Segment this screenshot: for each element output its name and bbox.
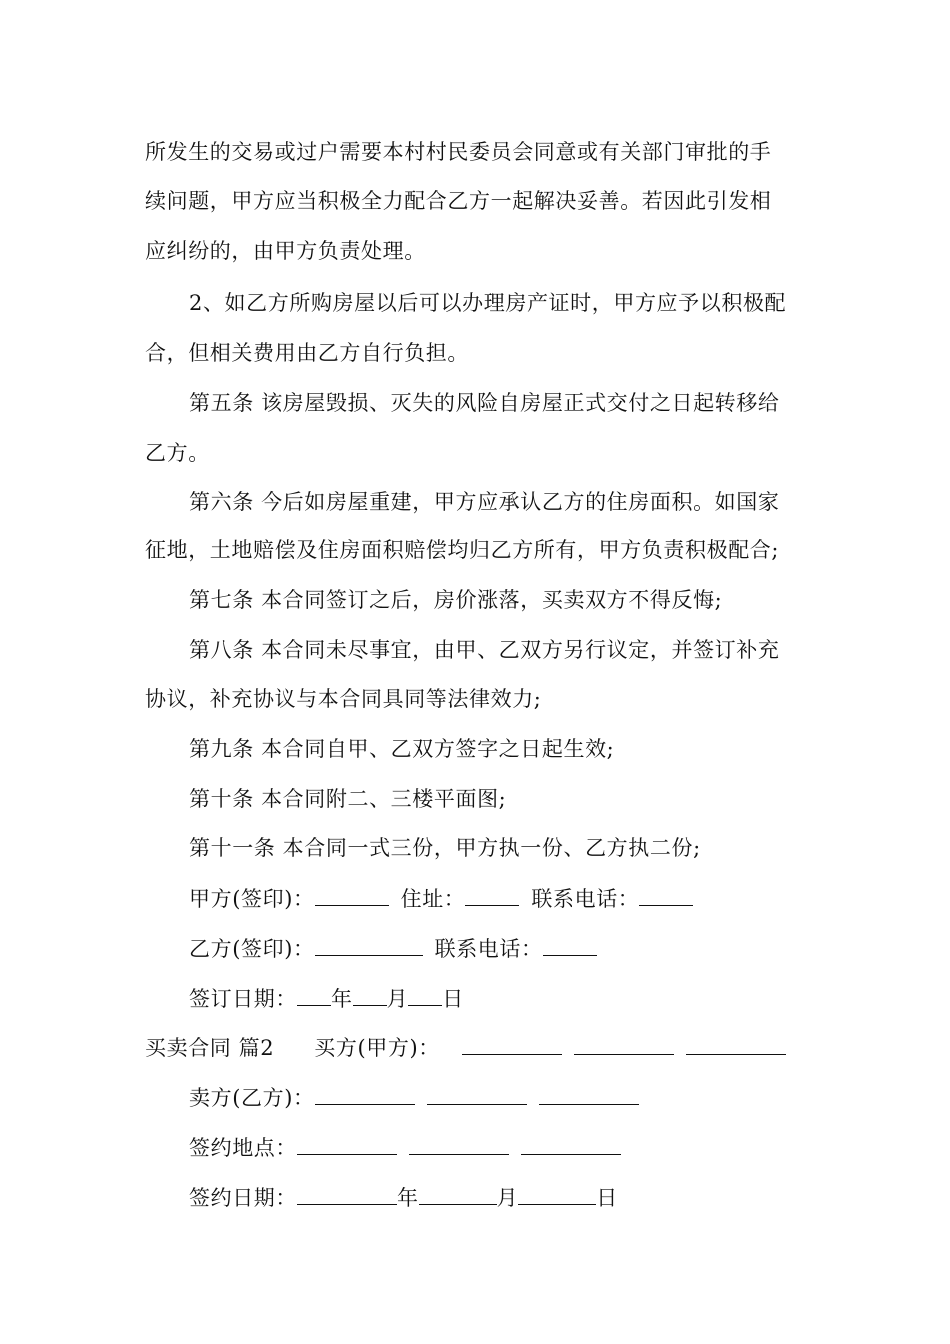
place-blank-3[interactable] (521, 1132, 621, 1155)
month-label: 月 (386, 987, 409, 1011)
party-b-sign-blank[interactable] (315, 933, 423, 956)
contract-2-month-label: 月 (496, 1186, 519, 1210)
article-6-line: 第六条 今后如房屋重建，甲方应承认乙方的住房面积。如国家 (189, 490, 780, 514)
sign-date-label: 签订日期： (189, 987, 297, 1011)
party-b-phone-blank[interactable] (543, 933, 597, 956)
month-blank[interactable] (353, 983, 387, 1006)
year-label: 年 (331, 987, 353, 1011)
paragraph-line: 征地，土地赔偿及住房面积赔偿均归乙方所有，甲方负责积极配合; (145, 538, 780, 562)
contract-2-day-label: 日 (596, 1186, 618, 1210)
contract-2-date-label: 签约日期： (189, 1186, 297, 1210)
place-blank-2[interactable] (409, 1132, 509, 1155)
signing-date-row (189, 983, 464, 1014)
article-7-line: 第七条 本合同签订之后，房价涨落，买卖双方不得反悔; (189, 588, 723, 612)
party-a-phone-blank[interactable] (639, 883, 693, 906)
seller-blank-1[interactable] (315, 1082, 415, 1105)
party-a-address-label: 住址： (400, 887, 466, 911)
contract-2-heading-row (145, 1032, 786, 1063)
year-blank[interactable] (297, 983, 331, 1006)
paragraph-line: 所发生的交易或过户需要本村村民委员会同意或有关部门审批的手 (145, 140, 772, 164)
party-b-signature-row (189, 933, 597, 964)
buyer-label: 买方(甲方)： (314, 1036, 440, 1060)
seller-row (189, 1082, 639, 1113)
contract-2-day-blank[interactable] (518, 1182, 596, 1205)
article-11-line: 第十一条 本合同一式三份，甲方执一份、乙方执二份; (189, 836, 701, 860)
party-b-sign-label: 乙方(签印)： (189, 937, 315, 961)
paragraph-line: 乙方。 (145, 441, 210, 465)
contract-2-date-row (189, 1182, 618, 1213)
article-9-line: 第九条 本合同自甲、乙双方签字之日起生效; (189, 737, 615, 761)
contract-2-month-blank[interactable] (419, 1182, 497, 1205)
buyer-blank-1[interactable] (462, 1032, 562, 1055)
day-blank[interactable] (408, 983, 442, 1006)
party-a-sign-label: 甲方(签印)： (189, 887, 315, 911)
article-10-line: 第十条 本合同附二、三楼平面图; (189, 787, 507, 811)
party-a-sign-blank[interactable] (315, 883, 389, 906)
seller-label: 卖方(乙方)： (189, 1086, 315, 1110)
article-5-line: 第五条 该房屋毁损、灭失的风险自房屋正式交付之日起转移给 (189, 391, 780, 415)
article-8-line: 第八条 本合同未尽事宜，由甲、乙双方另行议定，并签订补充 (189, 638, 780, 662)
party-a-phone-label: 联系电话： (531, 887, 640, 911)
buyer-blank-2[interactable] (574, 1032, 674, 1055)
party-a-signature-row (189, 883, 693, 914)
party-a-address-blank[interactable] (465, 883, 519, 906)
seller-blank-2[interactable] (427, 1082, 527, 1105)
contract-2-year-label: 年 (397, 1186, 419, 1210)
paragraph-line: 合，但相关费用由乙方自行负担。 (145, 341, 469, 365)
paragraph-line: 2、如乙方所购房屋以后可以办理房产证时，甲方应予以积极配 (189, 291, 787, 315)
contract-2-heading: 买卖合同 篇2 (145, 1036, 275, 1060)
paragraph-line: 协议，补充协议与本合同具同等法律效力; (145, 687, 542, 711)
contract-2-year-blank[interactable] (297, 1182, 397, 1205)
place-label: 签约地点： (189, 1136, 297, 1160)
paragraph-line: 应纠纷的，由甲方负责处理。 (145, 239, 426, 263)
paragraph-line: 续问题，甲方应当积极全力配合乙方一起解决妥善。若因此引发相 (145, 189, 772, 213)
party-b-phone-label: 联系电话： (434, 937, 543, 961)
seller-blank-3[interactable] (539, 1082, 639, 1105)
signing-place-row (189, 1132, 621, 1163)
day-label: 日 (442, 987, 464, 1011)
buyer-blank-3[interactable] (686, 1032, 786, 1055)
place-blank-1[interactable] (297, 1132, 397, 1155)
